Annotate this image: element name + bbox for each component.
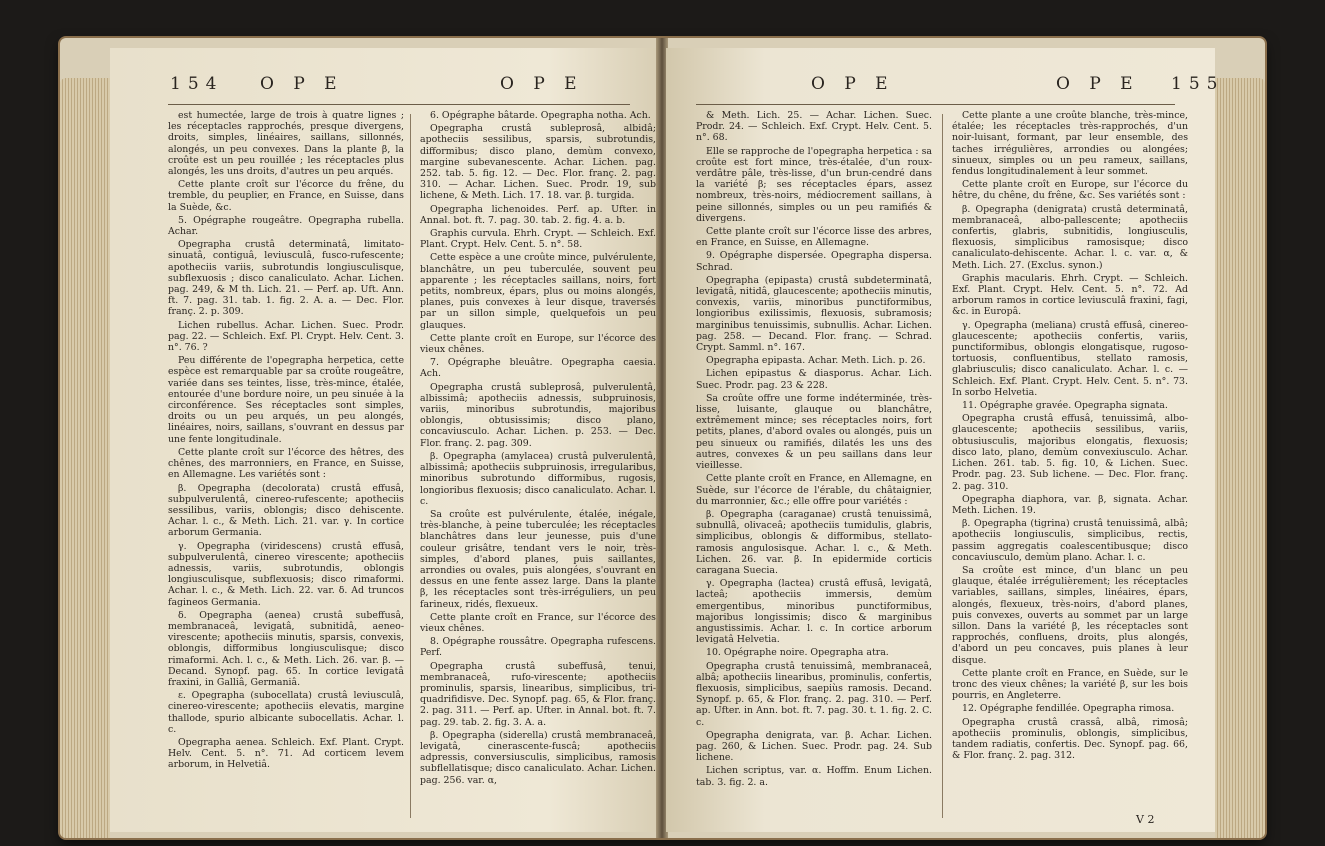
paragraph: Cette plante croît en France, en Allemagne, en Suède, sur l'écorce de l'érable, du châtaignier, du marronnier, &c.; elle offre pour variétés : — [696, 473, 932, 507]
paragraph: δ. Opegrapha (aenea) crustâ subeffusâ, membranaceâ, levigatâ, subnitidâ, aeneo-virescente; apotheciis minutis, sparsis, convexis, oblongis, difformibus longiusculisque; disco rimaformi. Ach. l. c., & Meth. Lich. 26. var. β. — Decand. Synopf. pag. 65. In cortice levigatâ fraxini, in Galliâ, Germaniâ. — [168, 609, 404, 688]
paragraph: 7. Opégraphe bleuâtre. Opegrapha caesia. Ach. — [420, 357, 656, 380]
paragraph: Opegrapha (epipasta) crustâ subdeterminatâ, levigatâ, nitidâ, glaucescente; apotheciis minutis, convexis, variis, minoribus punctiformibus, longioribus exilissimis, flexuosis, subramosis; marginibus tenuissimis, subnullis. Achar. Lichen. pag. 258. — Decand. Flor. franç. — Schrad. Crypt. Samml. n°. 167. — [696, 274, 932, 354]
paragraph: Opegrapha crustâ tenuissimâ, membranaceâ, albâ; apotheciis linearibus, prominulis, confertis, flexuosis, simplicibus, saepiùs ramosis. Decand. Synopf. p. 65, & Flor. franç. 2. pag. 310. — Perf. ap. Ufter. in Ann. bot. ft. 7. pag. 30. t. 1. fig. 2. C. c. — [696, 660, 932, 728]
paragraph: Elle se rapproche de l'opegrapha herpetica : sa croûte est fort mince, très-étalée, d'un roux-verdâtre pâle, très-lisse, d'un brun-cendré dans la variété β; ses réceptacles épars, assez nombreux, très-noirs, médiocrement saillans, à peine sillonnés, simples ou un peu ramifiés & divergens. — [696, 145, 932, 224]
paragraph: β. Opegrapha (tigrina) crustâ tenuissimâ, albâ; apotheciis longiusculis, simplicibus, rectis, passim aggregatis coalescentibusque; disco concaviusculo, demùm plano. Achar. l. c. — [952, 518, 1188, 563]
paragraph: 10. Opégraphe noire. Opegrapha atra. — [706, 647, 889, 659]
paragraph: β. Opegrapha (denigrata) crustâ determinatâ, membranaceâ, albo-pallescente; apotheciis confertis, glabris, subnitidis, longiusculis, flexuosis, simplicibus ramosisque; disco canaliculato-dehiscente. Achar. l. c. var. α, & Meth. Lich. 27. (Exclus. synon.) — [952, 203, 1188, 271]
page-number: 155 — [1171, 74, 1225, 94]
running-head-text: O P E — [260, 74, 344, 94]
signature-mark: V 2 — [1136, 813, 1155, 826]
paragraph: γ. Opegrapha (lactea) crustâ effusâ, levigatâ, lacteâ; apotheciis immersis, demùm emergentibus, minoribus punctiformibus, majoribus longissimis; disco & marginibus angustissimis. Achar. l. c. In cortice arborum levigatâ Helvetia. — [696, 578, 932, 646]
paragraph: Sa croûte offre une forme indéterminée, très-lisse, luisante, glauque ou blanchâtre, extrêmement mince; ses réceptacles noirs, fort petits, planes, d'abord ovales ou alongés, puis un peu sinueux ou ramifiés, dilatés les uns des autres, convexes & un peu saillans dans leur vieillesse. — [696, 392, 932, 472]
paragraph: Cette plante croît en France, en Suède, sur le tronc des vieux chênes; la variété β, sur les bois pourris, en Angleterre. — [952, 667, 1188, 702]
paragraph: 12. Opégraphe fendillée. Opegrapha rimosa. — [962, 703, 1175, 715]
paragraph: β. Opegrapha (siderella) crustâ membranaceâ, levigatâ, cinerascente-fuscâ; apotheciis adpressis, conversiusculis, simplicibus, ramosis subflellatisque; disco canaliculato. Achar. Lichen. pag. 256. var. α, — [420, 729, 656, 786]
paragraph: Lichen rubellus. Achar. Lichen. Suec. Prodr. pag. 22. — Schleich. Exf. Pl. Crypt. Helv. Cent. 3. n°. 76. ? — [168, 319, 404, 354]
paragraph: Graphis curvula. Ehrh. Crypt. — Schleich. Exf. Plant. Crypt. Helv. Cent. 5. n°. 58. — [420, 228, 656, 251]
paragraph: Sa croûte est mince, d'un blanc un peu glauque, étalée irrégulièrement; les réceptacles variables, saillans, simples, linéaires, épars, alongés, flexueux, très-noirs, d'abord planes, puis convexes, ouverts au sommet par un large sillon. Dans la variété β, les réceptacles sont rapprochés, confluens, droits, plus alongés, d'abord un peu concaves, puis planes à leur disque. — [952, 564, 1188, 666]
paragraph: Opegrapha crustâ effusâ, tenuissimâ, albo-glaucescente; apotheciis sessilibus, variis, obtusiusculis, majoribus elongatis, flexuosis; disco lato, plano, demùm convexiusculo. Achar. Lichen. 261. tab. 5. fig. 10, & Lichen. Suec. Prodr. pag. 23. Sub lichene. — Dec. Flor. franç. 2. pag. 310. — [952, 413, 1188, 492]
column-divider — [410, 114, 411, 818]
open-book — [60, 38, 1265, 838]
paragraph: Opegrapha crustâ subleprosâ, pulverulentâ, albissimâ; apotheciis adnessis, subpruinosis, variis, minoribus subrotundis, majoribus oblongis, obtusissimis; disco plano, concaviusculo. Achar. Lichen. p. 253. — Dec. Flor. franç. 2. pag. 309. — [420, 381, 656, 449]
paragraph: Opegrapha epipasta. Achar. Meth. Lich. p. 26. — [706, 355, 926, 367]
paragraph: Opegrapha denigrata, var. β. Achar. Lichen. pag. 260, & Lichen. Suec. Prodr. pag. 24. Sub lichene. — [696, 729, 932, 764]
paragraph: Cette plante croît en Europe, sur l'écorce du hêtre, du chêne, du frêne, &c. Ses variétés sont : — [952, 179, 1188, 202]
paragraph: Cette plante croît sur l'écorce des hêtres, des chênes, des marronniers, en France, en Suisse, en Allemagne. Les variétés sont : — [168, 446, 404, 481]
page-edges-left — [60, 78, 110, 838]
paragraph: β. Opegrapha (amylacea) crustâ pulverulentâ, albissimâ; apotheciis subpruinosis, irregularibus, minoribus subrotundo difformibus, rugosis, longioribus flexuosis; disco canaliculato. Achar. l. c. — [420, 450, 656, 507]
paragraph: γ. Opegrapha (meliana) crustâ effusâ, cinereo-glaucescente; apotheciis confertis, variis, punctiformibus, oblongis elongatisque, rugoso-tortuosis, confluentibus, stellato ramosis, glabriusculis; disco canaliculato. Achar. l. c. — Schleich. Exf. Plant. Crypt. Helv. Cent. 5. n°. 73. In sorbo Helvetia. — [952, 319, 1188, 398]
paragraph: Opegrapha lichenoides. Perf. ap. Ufter. in Annal. bot. ft. 7. pag. 30. tab. 2. fig. 4. a. b. — [420, 203, 656, 226]
paragraph: & Meth. Lich. 25. — Achar. Lichen. Suec. Prodr. 24. — Schleich. Exf. Crypt. Helv. Cent. 5. n°. 68. — [696, 110, 932, 144]
page-edges-right — [1215, 78, 1265, 838]
paragraph: Cette plante a une croûte blanche, très-mince, étalée; les réceptacles très-rapprochés, d'un noir-luisant, formant, par leur ensemble, des taches irrégulières, arrondies ou alongées; sinueux, simples ou un peu rameux, saillans, fendus longitudinalement à leur sommet. — [952, 110, 1188, 178]
header-rule — [696, 104, 1175, 105]
header-rule — [168, 104, 630, 105]
paragraph: Opegrapha crustâ determinatâ, limitato-sinuatâ, contiguâ, leviusculâ, fusco-rufescente; apotheciis variis, subrotundis longiusculisque, subflexuosis ; disco canaliculato. Achar. Lichen. pag. 249, & M th. Lich. 21. — Perf. ap. Uft. Ann. ft. 7. pag. 31. tab. 1. fig. 2. A. a. — Dec. Flor. franç. 2. p. 309. — [168, 239, 404, 318]
paragraph: Opegrapha crustâ subleprosâ, albidâ; apotheciis sessilibus, sparsis, subrotundis, difformibus; disco plano, demùm convexo, margine subevanescente. Achar. Lichen. pag. 252. tab. 5. fig. 12. — Dec. Flor. franç. 2. pag. 310. — Achar. Lichen. Suec. Prodr. 19, sub lichene, & Meth. Lich. 17. 18. var. β. turgida. — [420, 123, 656, 202]
running-head-text: O P E — [1056, 74, 1140, 94]
paragraph: Graphis macularis. Ehrh. Crypt. — Schleich. Exf. Plant. Crypt. Helv. Cent. 5. n°. 72. Ad arborum ramos in cortice leviusculâ fraxini, fagi, &c. in Europâ. — [952, 272, 1188, 318]
paragraph: β. Opegrapha (caraganae) crustâ tenuissimâ, subnullâ, olivaceâ; apotheciis tumidulis, glabris, simplicibus, oblongis & difformibus, stellato-ramosis angulosisque. Achar. l. c., & Meth. Lichen. 26. var. β. In epidermide corticis caragana Suecia. — [696, 508, 932, 576]
left-page-column-2 — [420, 110, 656, 788]
left-page-column-1 — [168, 110, 404, 773]
paragraph: Cette plante croît en Europe, sur l'écorce des vieux chênes. — [420, 332, 656, 356]
right-page-column-1 — [696, 110, 932, 790]
paragraph: Opegrapha crustâ subeffusâ, tenui, membranaceâ, rufo-virescente; apotheciis prominulis, sparsis, linearibus, simplicibus, tri-quadrifidisve. Dec. Synopf. pag. 65, & Flor. franç. 2. pag. 311. — Perf. ap. Ufter. in Annal. bot. ft. 7. pag. 29. tab. 2. fig. 3. A. a. — [420, 660, 656, 728]
paragraph: 9. Opégraphe dispersée. Opegrapha dispersa. Schrad. — [696, 250, 932, 273]
right-running-head — [666, 74, 1225, 102]
paragraph: Cette plante croît sur l'écorce du frêne, du tremble, du peuplier, en France, en Suisse, dans la Suède, &c. — [168, 179, 404, 213]
paragraph: 6. Opégraphe bâtarde. Opegrapha notha. Ach. — [430, 110, 651, 121]
paragraph: Cette plante croît sur l'écorce lisse des arbres, en France, en Suisse, en Allemagne. — [696, 226, 932, 249]
paragraph: Peu différente de l'opegrapha herpetica, cette espèce est remarquable par sa croûte rougeâtre, variée dans ses teintes, lisse, très-mince, étalée, entourée d'une bordure noire, un peu sinuée à la circonférence. Ses réceptacles sont simples, droits ou un peu arqués, un peu alongés, linéaires, noirs, saillans, s'ouvrant en dessus par une fente longitudinale. — [168, 355, 404, 445]
paragraph: β. Opegrapha (decolorata) crustâ effusâ, subpulverulentâ, cinereo-rufescente; apotheciis sessilibus, variis, oblongis; disco dehiscente. Achar. l. c., & Meth. Lich. 21. var. γ. In cortice arborum Germania. — [168, 482, 404, 539]
paragraph: Opegrapha diaphora, var. β, signata. Achar. Meth. Lichen. 19. — [952, 493, 1188, 516]
paragraph: Opegrapha aenea. Schleich. Exf. Plant. Crypt. Helv. Cent. 5. n°. 71. Ad corticem levem arborum, in Helvetiâ. — [168, 736, 404, 771]
column-divider — [942, 114, 943, 818]
paragraph: 5. Opégraphe rougeâtre. Opegrapha rubella. Achar. — [168, 214, 404, 238]
paragraph: Lichen epipastus & diasporus. Achar. Lich. Suec. Prodr. pag. 23 & 228. — [696, 368, 932, 391]
running-head-text: O P E — [811, 74, 895, 94]
paragraph: Sa croûte est pulvérulente, étalée, inégale, très-blanche, à peine tuberculée; les réceptacles blanchâtres dans leur jeunesse, puis d'une couleur grisâtre, tendant vers le noir, très-simples, d'abord planes, puis saillantes, arrondies ou ovales, puis alongées, s'ouvrant en dessus en une fente assez large. Dans la plante β, les réceptacles sont très-irréguliers, un peu farineux, ridés, flexueux. — [420, 508, 656, 610]
paragraph: γ. Opegrapha (viridescens) crustâ effusâ, subpulverulentâ, cinereo virescente; apotheciis adnessis, variis, subrotundis, oblongis longiusculisque, subflexuosis; disco rimaformi. Achar. l. c., & Meth. Lich. 22. var. δ. Ad truncos fagineos Germania. — [168, 540, 404, 608]
paragraph: 11. Opégraphe gravée. Opegrapha signata. — [962, 400, 1168, 412]
right-page — [666, 48, 1225, 832]
right-page-column-2 — [952, 110, 1188, 763]
left-page — [110, 48, 658, 832]
paragraph: Lichen scriptus, var. α. Hoffm. Enum Lichen. tab. 3. fig. 2. a. — [696, 765, 932, 788]
paragraph: est humectée, large de trois à quatre lignes ; les réceptacles rapprochés, presque divergens, droits, simples, linéaires, saillans, sillonnés, alongés, un peu convexes. Dans la plante β, la croûte est un peu rouillée ; les réceptacles plus alongés, les uns droits, d'autres un peu arqués. — [168, 110, 404, 178]
running-head-text: O P E — [500, 74, 584, 94]
paragraph: 8. Opégraphe roussâtre. Opegrapha rufescens. Perf. — [420, 636, 656, 659]
paragraph: ε. Opegrapha (subocellata) crustâ leviusculâ, cinereo-virescente; apotheciis elevatis, margine thallode, spurio albicante subocellatis. Achar. l. c. — [168, 690, 404, 735]
left-running-head — [110, 74, 658, 102]
paragraph: Opegrapha crustâ crassâ, albâ, rimosâ; apotheciis prominulis, oblongis, simplicibus, tandem radiatis, confertis. Dec. Synopf. pag. 66, & Flor. franç. 2. pag. 312. — [952, 716, 1188, 762]
page-number: 154 — [170, 74, 224, 94]
paragraph: Cette plante croît en France, sur l'écorce des vieux chênes. — [420, 611, 656, 634]
paragraph: Cette espèce a une croûte mince, pulvérulente, blanchâtre, un peu tuberculée, souvent peu apparente ; les réceptacles saillans, noirs, fort petits, nombreux, épars, plus ou moins alongés, planes, puis convexes à leur disque, traversés par un sillon simple, quelquefois un peu glauques. — [420, 252, 656, 331]
